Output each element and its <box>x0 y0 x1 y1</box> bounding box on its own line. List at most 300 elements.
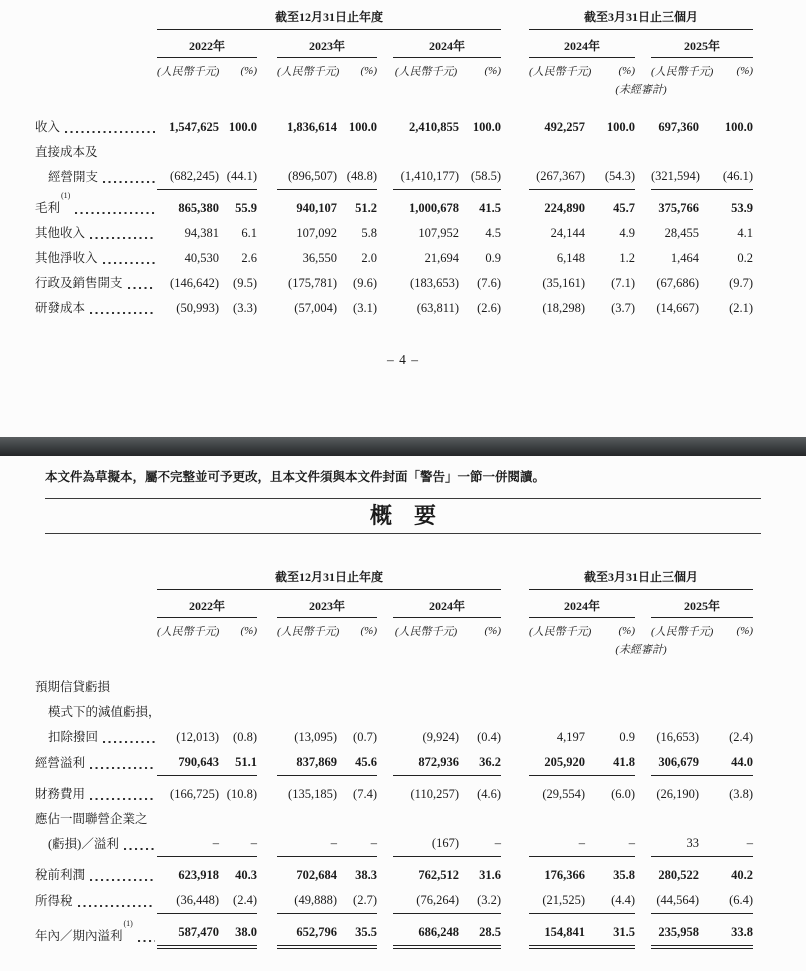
unit-percent-label: (%) <box>618 625 636 637</box>
percent-cell: 4.9 <box>619 226 636 240</box>
percent-cell: (6.4) <box>699 888 753 914</box>
table-row <box>35 776 753 807</box>
header-year: 2025年 <box>651 30 753 58</box>
row-label <box>35 857 157 888</box>
row-label <box>35 750 157 776</box>
column-gap <box>501 246 529 271</box>
column-gap <box>635 914 651 949</box>
value-cell: (9,924) <box>422 730 459 744</box>
percent-cell: (10.8) <box>226 787 257 801</box>
percent-cell: (44.1) <box>219 140 257 190</box>
value-cell: (36,448) <box>157 888 219 914</box>
value-cell: (26,190) <box>656 787 700 801</box>
column-gap <box>257 97 277 140</box>
value-cell: 36,550 <box>302 251 337 265</box>
value-cell: 697,360 <box>658 120 700 134</box>
header-note-row <box>35 79 753 97</box>
header-group-quarter: 截至3月31日止三個月 <box>529 6 753 30</box>
value-cell: 235,958 <box>651 914 699 949</box>
value-cell: 28,455 <box>664 226 700 240</box>
row-label <box>35 807 157 857</box>
row-label-text: 所得稅 <box>35 894 73 908</box>
percent-cell: (54.3) <box>585 140 635 190</box>
percent-cell: 5.8 <box>361 226 377 240</box>
page-number: – 4 – <box>387 352 419 367</box>
row-label-text: 扣除撥回 <box>48 730 99 744</box>
percent-cell: 100.0 <box>228 120 257 134</box>
percent-cell: 33.8 <box>699 914 753 949</box>
dot-leader <box>124 832 155 857</box>
dot-leader <box>103 725 155 750</box>
page-divider-bar <box>0 437 806 456</box>
column-gap <box>635 776 651 807</box>
table-row <box>35 221 753 246</box>
value-cell: 33 <box>651 807 699 857</box>
row-label <box>35 221 157 246</box>
row-label-text: 財務費用 <box>35 787 86 801</box>
header-group-annual: 截至12月31日止年度 <box>157 6 501 30</box>
dot-leader <box>90 296 155 321</box>
column-gap <box>501 657 529 750</box>
column-gap <box>377 246 393 271</box>
value-cell: (321,594) <box>651 140 699 190</box>
dot-leader <box>128 271 155 296</box>
row-label <box>35 97 157 140</box>
table-row <box>35 271 753 296</box>
value-cell: 375,766 <box>658 201 700 215</box>
footnote-marker: (1) <box>123 919 133 928</box>
table-row <box>35 888 753 914</box>
column-gap <box>257 296 277 321</box>
column-gap <box>501 221 529 246</box>
value-cell: (12,013) <box>176 730 219 744</box>
percent-cell: 2.0 <box>361 251 377 265</box>
percent-cell: (6.0) <box>611 787 636 801</box>
unit-percent-label: (%) <box>240 625 257 637</box>
percent-cell: 35.8 <box>613 868 636 882</box>
unit-percent-label: (%) <box>360 65 377 77</box>
percent-cell: 31.6 <box>479 868 502 882</box>
value-cell: 686,248 <box>393 914 459 949</box>
table-row <box>35 140 753 190</box>
value-cell: (267,367) <box>529 140 585 190</box>
column-gap <box>257 807 277 857</box>
percent-cell: – <box>585 807 635 857</box>
percent-cell: (2.1) <box>729 301 754 315</box>
percent-cell: 36.2 <box>459 750 501 776</box>
value-cell: 702,684 <box>296 868 337 882</box>
percent-cell: (7.6) <box>477 276 502 290</box>
row-label <box>35 140 157 190</box>
value-cell: 623,918 <box>178 868 219 882</box>
percent-cell: (3.3) <box>233 301 257 315</box>
column-gap <box>635 807 651 857</box>
column-gap <box>257 657 277 750</box>
column-gap <box>257 271 277 296</box>
percent-cell: 100.0 <box>606 120 636 134</box>
table-row <box>35 190 753 221</box>
value-cell: (167) <box>393 807 459 857</box>
table-row <box>35 246 753 271</box>
percent-cell: 4.5 <box>485 226 502 240</box>
row-label-text: 其他淨收入 <box>35 251 98 265</box>
value-cell: 940,107 <box>296 201 337 215</box>
unit-currency-label: (人民幣千元) <box>157 66 220 78</box>
value-cell: (16,653) <box>656 730 700 744</box>
percent-cell: (0.4) <box>477 730 502 744</box>
row-label-text: 稅前利潤 <box>35 868 86 882</box>
percent-cell: 38.0 <box>219 914 257 949</box>
unit-percent-label: (%) <box>736 65 754 77</box>
unit-percent-label: (%) <box>484 625 502 637</box>
column-gap <box>635 296 651 321</box>
percent-cell: 31.5 <box>585 914 635 949</box>
value-cell: 1,836,614 <box>287 120 337 134</box>
column-gap <box>635 750 651 776</box>
percent-cell: 55.9 <box>235 201 257 215</box>
value-cell: 24,144 <box>550 226 586 240</box>
unit-currency-label: (人民幣千元) <box>394 66 458 78</box>
value-cell: – <box>277 807 337 857</box>
unit-currency-label: (人民幣千元) <box>651 626 714 638</box>
column-gap <box>377 271 393 296</box>
column-gap <box>377 914 393 949</box>
column-gap <box>635 657 651 750</box>
value-cell: 652,796 <box>277 914 337 949</box>
column-gap <box>377 807 393 857</box>
column-gap <box>635 271 651 296</box>
unit-currency-label: (人民幣千元) <box>529 66 592 78</box>
dot-leader <box>65 115 155 140</box>
dot-leader <box>75 196 155 221</box>
column-gap <box>257 857 277 888</box>
table-row <box>35 296 753 321</box>
unit-percent-label: (%) <box>484 65 502 77</box>
column-gap <box>257 888 277 914</box>
value-cell: (67,686) <box>656 276 700 290</box>
row-label <box>35 776 157 807</box>
unit-currency-label: (人民幣千元) <box>277 626 340 638</box>
table-row <box>35 750 753 776</box>
row-label-text: 經營溢利 <box>35 756 86 770</box>
percent-cell: – <box>337 807 377 857</box>
value-cell: (44,564) <box>651 888 699 914</box>
percent-cell: 51.2 <box>355 201 377 215</box>
value-cell: (18,298) <box>542 301 586 315</box>
dot-leader <box>103 246 155 271</box>
header-year: 2024年 <box>393 30 501 58</box>
header-year: 2023年 <box>277 30 377 58</box>
percent-cell: – <box>219 807 257 857</box>
value-cell: 837,869 <box>277 750 337 776</box>
table-row <box>35 807 753 857</box>
row-label-text: (虧損)／溢利 <box>48 837 119 851</box>
percent-cell: 51.1 <box>219 750 257 776</box>
unaudited-note: (未經審計) <box>615 644 667 656</box>
header-year: 2023年 <box>277 590 377 618</box>
percent-cell: – <box>459 807 501 857</box>
value-cell: 21,694 <box>424 251 459 265</box>
column-gap <box>635 97 651 140</box>
value-cell: (21,525) <box>529 888 585 914</box>
percent-cell: (9.5) <box>233 276 257 290</box>
unit-percent-label: (%) <box>618 65 636 77</box>
percent-cell: 40.2 <box>731 868 754 882</box>
value-cell: 40,530 <box>184 251 219 265</box>
value-cell: (146,642) <box>170 276 219 290</box>
header-year: 2022年 <box>157 30 257 58</box>
row-label <box>35 914 157 949</box>
value-cell: 1,000,678 <box>409 201 459 215</box>
unaudited-note: (未經審計) <box>615 84 667 96</box>
header-period-row <box>35 566 753 590</box>
column-gap <box>377 296 393 321</box>
percent-cell: (3.1) <box>353 301 377 315</box>
percent-cell: (2.6) <box>477 301 502 315</box>
column-gap <box>377 657 393 750</box>
value-cell: 205,920 <box>529 750 585 776</box>
row-label <box>35 190 157 221</box>
percent-cell: 40.3 <box>235 868 257 882</box>
value-cell: (166,725) <box>170 787 219 801</box>
column-gap <box>635 857 651 888</box>
percent-cell: 45.7 <box>613 201 636 215</box>
row-label <box>35 657 161 750</box>
percent-cell: 100.0 <box>348 120 377 134</box>
row-label-text: 直接成本及 <box>35 145 98 159</box>
page-4-sheet <box>0 0 806 437</box>
percent-cell: (48.8) <box>337 140 377 190</box>
percent-cell: 38.3 <box>355 868 377 882</box>
percent-cell: 44.0 <box>699 750 753 776</box>
value-cell: 6,148 <box>556 251 586 265</box>
column-gap <box>257 221 277 246</box>
dot-leader <box>103 165 155 190</box>
column-gap <box>635 221 651 246</box>
row-label-text: 行政及銷售開支 <box>35 276 123 290</box>
column-gap <box>501 914 529 949</box>
header-unit-row <box>35 618 753 640</box>
column-gap <box>257 246 277 271</box>
dot-leader <box>78 889 155 914</box>
table-row <box>35 857 753 888</box>
value-cell: 762,512 <box>418 868 459 882</box>
column-gap <box>377 221 393 246</box>
row-label-text: 毛利 <box>35 201 61 215</box>
header-year: 2024年 <box>529 30 635 58</box>
column-gap <box>377 750 393 776</box>
percent-cell: 53.9 <box>731 201 754 215</box>
column-gap <box>501 190 529 221</box>
value-cell: 176,366 <box>544 868 586 882</box>
row-label-text: 模式下的減值虧損， <box>48 705 161 719</box>
table-row <box>35 657 753 750</box>
column-gap <box>635 190 651 221</box>
percent-cell: 4.1 <box>737 226 754 240</box>
value-cell: (183,653) <box>410 276 459 290</box>
column-gap <box>501 97 529 140</box>
percent-cell: (3.7) <box>611 301 636 315</box>
value-cell: 107,952 <box>418 226 459 240</box>
header-year-row <box>35 590 753 618</box>
table-row <box>35 914 753 949</box>
value-cell: (49,888) <box>277 888 337 914</box>
column-gap <box>501 140 529 190</box>
percent-cell: (9.7) <box>729 276 754 290</box>
column-gap <box>635 888 651 914</box>
percent-cell: (46.1) <box>699 140 753 190</box>
value-cell: (682,245) <box>157 140 219 190</box>
column-gap <box>501 750 529 776</box>
column-gap <box>501 888 529 914</box>
value-cell: 94,381 <box>184 226 219 240</box>
dot-leader <box>90 751 155 776</box>
value-cell: 587,470 <box>157 914 219 949</box>
column-gap <box>257 750 277 776</box>
value-cell: 280,522 <box>658 868 700 882</box>
percent-cell: 41.5 <box>479 201 502 215</box>
percent-cell: 41.8 <box>585 750 635 776</box>
percent-cell: (0.8) <box>233 730 257 744</box>
value-cell: 2,410,855 <box>409 120 459 134</box>
percent-cell: (58.5) <box>459 140 501 190</box>
column-gap <box>501 296 529 321</box>
percent-cell: 45.6 <box>337 750 377 776</box>
header-year: 2024年 <box>529 590 635 618</box>
column-gap <box>257 140 277 190</box>
percent-cell: 100.0 <box>472 120 502 134</box>
column-gap <box>377 888 393 914</box>
header-group-annual: 截至12月31日止年度 <box>157 566 501 590</box>
column-gap <box>377 140 393 190</box>
value-cell: – <box>529 807 585 857</box>
percent-cell: 28.5 <box>459 914 501 949</box>
column-gap <box>377 776 393 807</box>
dot-leader <box>90 782 155 807</box>
column-gap <box>257 914 277 949</box>
value-cell: – <box>157 807 219 857</box>
value-cell: (135,185) <box>288 787 337 801</box>
unit-percent-label: (%) <box>360 625 377 637</box>
percent-cell: (4.4) <box>585 888 635 914</box>
header-year: 2024年 <box>393 590 501 618</box>
value-cell: (110,257) <box>410 787 459 801</box>
value-cell: (76,264) <box>393 888 459 914</box>
header-note-row <box>35 639 753 657</box>
percent-cell: (0.7) <box>353 730 377 744</box>
value-cell: (14,667) <box>656 301 700 315</box>
value-cell: 872,936 <box>393 750 459 776</box>
value-cell: 4,197 <box>556 730 586 744</box>
column-gap <box>501 807 529 857</box>
value-cell: (50,993) <box>176 301 219 315</box>
percent-cell: 0.9 <box>485 251 502 265</box>
column-gap <box>377 857 393 888</box>
row-label-text: 應佔一間聯營企業之 <box>35 812 148 826</box>
header-unit-row <box>35 58 753 80</box>
row-label <box>35 246 157 271</box>
value-cell: (29,554) <box>542 787 586 801</box>
column-gap <box>501 776 529 807</box>
column-gap <box>635 246 651 271</box>
unit-currency-label: (人民幣千元) <box>157 626 220 638</box>
dot-leader <box>90 221 155 246</box>
footnote-marker: (1) <box>61 191 71 200</box>
table-row <box>35 97 753 140</box>
header-year: 2025年 <box>651 590 753 618</box>
value-cell: 1,464 <box>670 251 700 265</box>
value-cell: (35,161) <box>542 276 586 290</box>
percent-cell: (2.4) <box>219 888 257 914</box>
header-group-quarter: 截至3月31日止三個月 <box>529 566 753 590</box>
dot-leader <box>90 863 155 888</box>
value-cell: 306,679 <box>651 750 699 776</box>
value-cell: 865,380 <box>178 201 219 215</box>
unit-currency-label: (人民幣千元) <box>394 626 458 638</box>
value-cell: 790,643 <box>157 750 219 776</box>
row-label <box>35 271 157 296</box>
percent-cell: 1.2 <box>619 251 636 265</box>
row-label <box>35 888 157 914</box>
header-period-row <box>35 6 753 30</box>
value-cell: (13,095) <box>294 730 337 744</box>
column-gap <box>377 97 393 140</box>
value-cell: 107,092 <box>296 226 337 240</box>
column-gap <box>377 190 393 221</box>
column-gap <box>635 140 651 190</box>
unit-percent-label: (%) <box>240 65 257 77</box>
column-gap <box>501 271 529 296</box>
row-label <box>35 296 157 321</box>
percent-cell: 2.6 <box>241 251 257 265</box>
percent-cell: 100.0 <box>724 120 754 134</box>
column-gap <box>257 190 277 221</box>
header-year: 2022年 <box>157 590 257 618</box>
percent-cell: (2.7) <box>337 888 377 914</box>
draft-disclaimer: 本文件為草擬本，屬不完整並可予更改，且本文件須與本文件封面「警告」一節一併閱讀。 <box>45 470 546 484</box>
percent-cell: (2.4) <box>729 730 754 744</box>
value-cell: 224,890 <box>544 201 586 215</box>
row-label-text: 年內／期內溢利 <box>35 929 123 943</box>
value-cell: 492,257 <box>544 120 586 134</box>
header-year-row <box>35 30 753 58</box>
heading-rule-block <box>45 498 761 534</box>
percent-cell: (3.2) <box>459 888 501 914</box>
percent-cell: (7.1) <box>611 276 636 290</box>
financial-table-page4 <box>35 6 753 321</box>
value-cell: (175,781) <box>288 276 337 290</box>
dot-leader <box>138 924 155 949</box>
percent-cell: (9.6) <box>353 276 377 290</box>
percent-cell: (4.6) <box>477 787 502 801</box>
percent-cell: – <box>699 807 753 857</box>
value-cell: 154,841 <box>529 914 585 949</box>
summary-page-sheet <box>0 456 806 971</box>
column-gap <box>501 857 529 888</box>
row-label-text: 經營開支 <box>48 170 99 184</box>
financial-table-summary <box>35 566 753 949</box>
percent-cell: 6.1 <box>241 226 257 240</box>
row-label-text: 其他收入 <box>35 226 86 240</box>
column-gap <box>257 776 277 807</box>
percent-cell: (7.4) <box>353 787 377 801</box>
row-label-text: 收入 <box>35 120 61 134</box>
unit-currency-label: (人民幣千元) <box>651 66 714 78</box>
section-heading: 概 要 <box>369 503 436 528</box>
percent-cell: 0.2 <box>737 251 754 265</box>
unit-currency-label: (人民幣千元) <box>277 66 340 78</box>
value-cell: (63,811) <box>416 301 459 315</box>
